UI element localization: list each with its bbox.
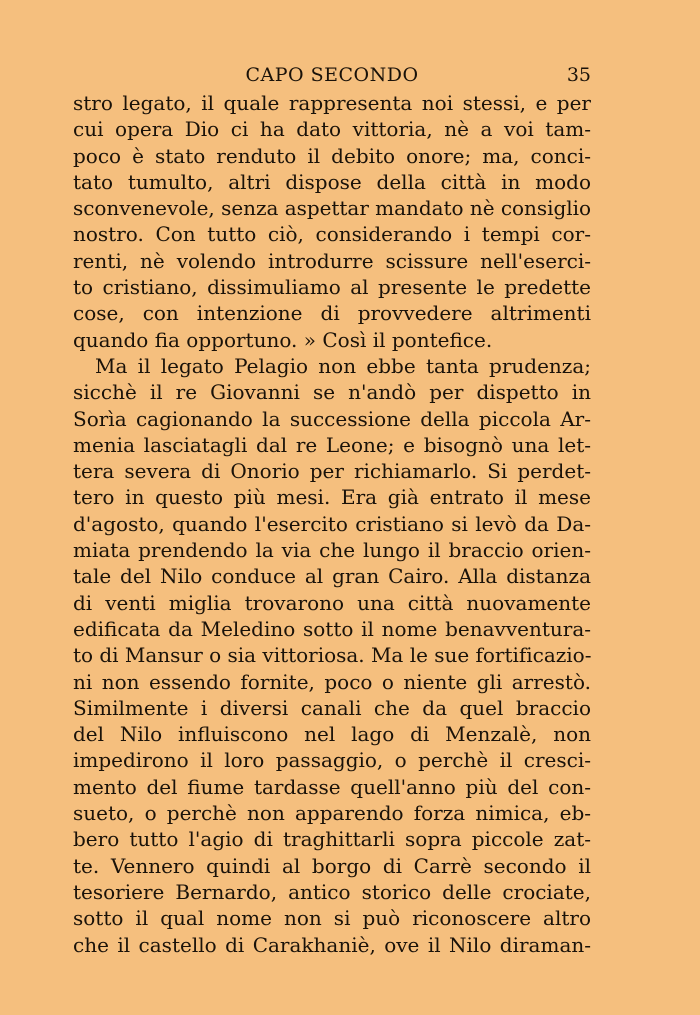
text-line: cose, con intenzione di provvedere altrimenti	[73, 301, 591, 326]
text-line: d'agosto, quando l'esercito cristiano si levò da Da-	[73, 511, 591, 536]
text-line: sicchè il re Giovanni se n'andò per dispetto in	[73, 380, 591, 405]
text-line: sueto, o perchè non apparendo forza nimica, eb-	[73, 801, 591, 826]
text-line: tesoriere Bernardo, antico storico delle crociate,	[73, 879, 591, 904]
page-number: 35	[566, 64, 591, 86]
text-line: mento del fiume tardasse quell'anno più del con-	[73, 774, 591, 799]
text-line: to di Mansur o sia vittoriosa. Ma le sue fortificazio-	[73, 643, 592, 668]
text-line: renti, nè volendo introdurre scissure nell'eserci-	[73, 248, 591, 273]
text-line: ni non essendo fornite, poco o niente gli arrestò.	[73, 669, 591, 694]
running-title: CAPO SECONDO	[245, 64, 419, 86]
text-line: te. Vennero quindi al borgo di Carrè secondo il	[73, 853, 591, 878]
text-line: impedirono il loro passaggio, o perchè il cresci-	[73, 748, 591, 773]
text-line: stro legato, il quale rappresenta noi stessi, e per	[73, 91, 591, 115]
text-line: Similmente i diversi canali che da quel braccio	[73, 695, 591, 720]
text-line: bero tutto l'agio di traghittarli sopra piccole zat-	[73, 827, 591, 852]
text-line: nostro. Con tutto ciò, considerando i tempi cor-	[73, 222, 591, 247]
body-text	[73, 90, 591, 958]
text-line: tera severa di Onorio per richiamarlo. Si perdet-	[73, 459, 591, 484]
text-line: tero in questo più mesi. Era già entrato il mese	[73, 485, 591, 510]
text-line: quando fia opportuno. » Così il pontefice.	[73, 327, 493, 352]
page-header	[73, 60, 591, 90]
text-line: sconvenevole, senza aspettar mandato nè consiglio	[73, 196, 591, 221]
text-line: del Nilo influiscono nel lago di Menzalè, non	[73, 722, 591, 747]
text-line: sotto il qual nome non si può riconoscere altro	[73, 906, 591, 931]
text-line: miata prendendo la via che lungo il braccio orien-	[73, 538, 591, 563]
text-line: to cristiano, dissimuliamo al presente le predette	[73, 275, 591, 300]
text-line: poco è stato renduto il debito onore; ma, conci-	[73, 143, 591, 168]
text-line: cui opera Dio ci ha dato vittoria, nè a voi tam-	[73, 117, 591, 142]
text-line: che il castello di Carakhaniè, ove il Nilo diraman-	[73, 932, 591, 957]
text-line: di venti miglia trovarono una città nuovamente	[73, 590, 591, 615]
text-line: Sorìa cagionando la successione della piccola Ar-	[73, 406, 591, 431]
text-line: tale del Nilo conduce al gran Cairo. Alla distanza	[73, 564, 591, 589]
text-line: edificata da Meledino sotto il nome benavventura-	[73, 616, 591, 641]
text-line: tato tumulto, altri dispose della città in modo	[73, 169, 591, 194]
text-line: menia lasciatagli dal re Leone; e bisognò una let-	[73, 432, 591, 457]
paragraph-first-line: Ma il legato Pelagio non ebbe tanta prudenza;	[95, 353, 591, 378]
